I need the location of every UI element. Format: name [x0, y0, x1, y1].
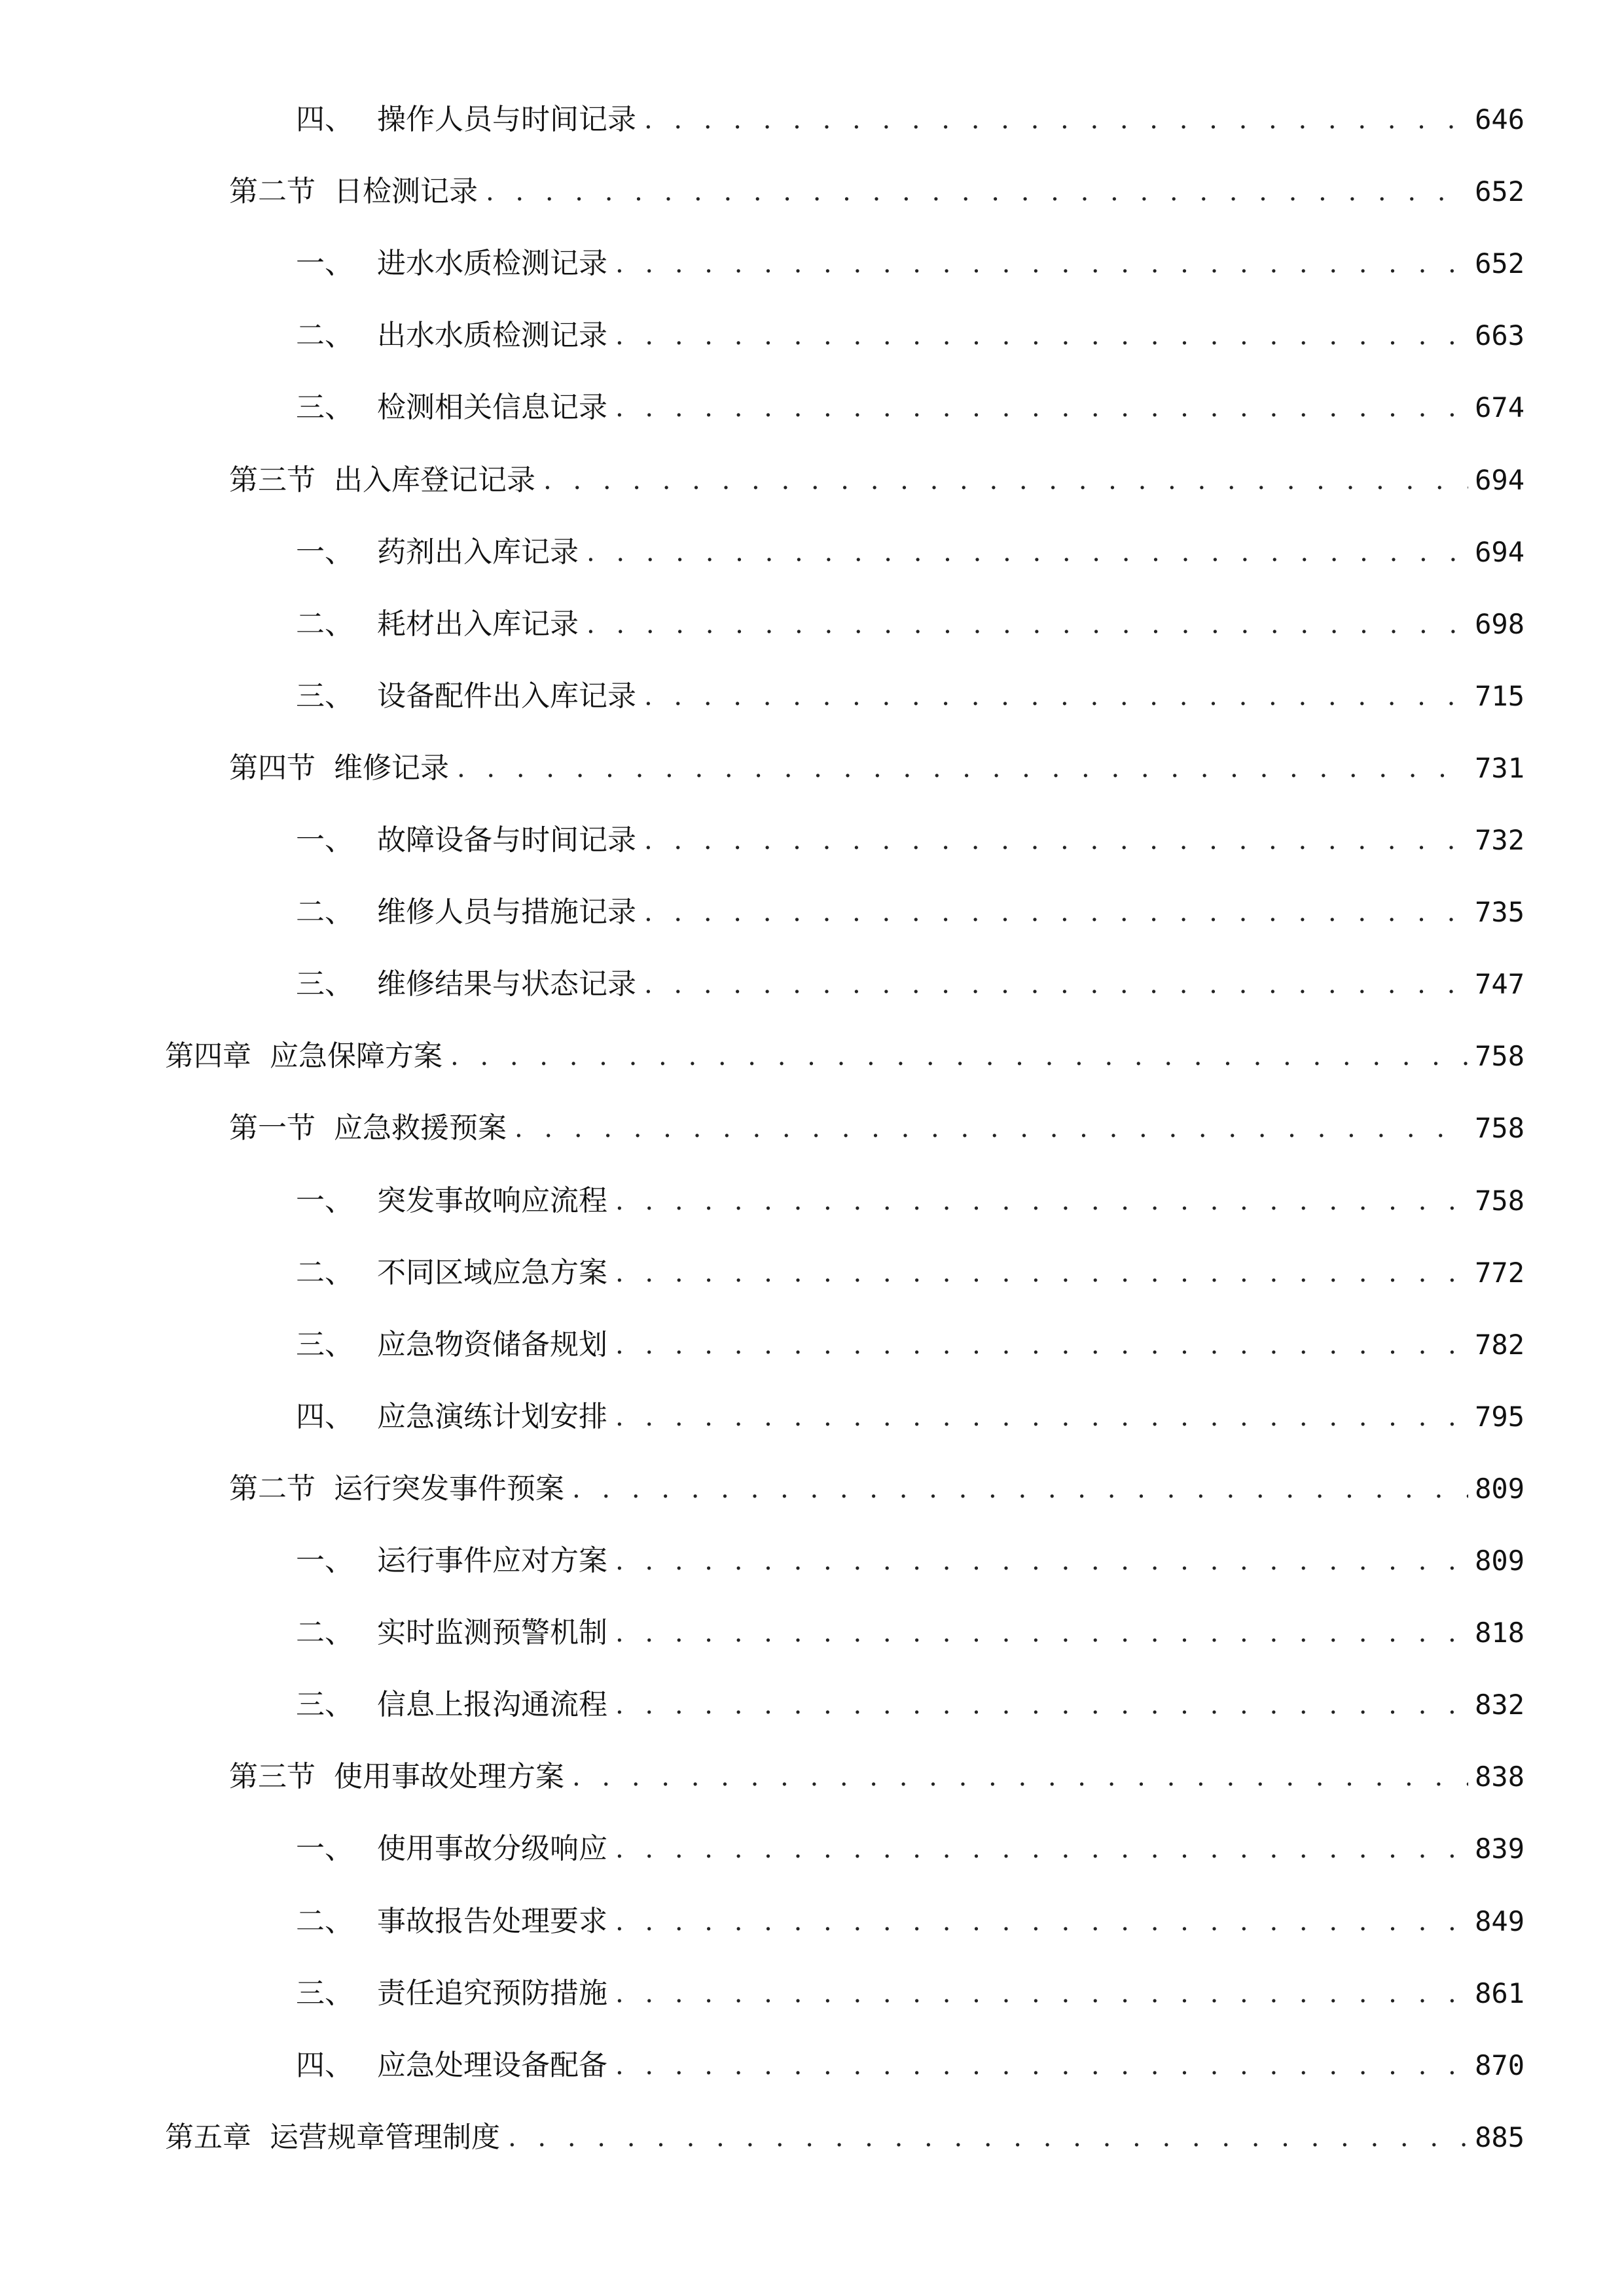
toc-entry-section[interactable] [229, 1466, 1525, 1512]
toc-entry-item[interactable] [296, 1178, 1525, 1224]
toc-entry-number: 二、 [296, 319, 353, 352]
toc-entry-number: 第二节 [229, 175, 316, 208]
toc-entry-page-number: 832 [1475, 1689, 1525, 1721]
toc-entry-item[interactable] [296, 1826, 1525, 1872]
toc-entry-page-number: 758 [1475, 1112, 1525, 1144]
toc-entry-number: 第三节 [229, 463, 316, 497]
toc-entry-number: 二、 [296, 895, 353, 929]
dot-leader [457, 745, 1468, 791]
toc-entry-title: 突发事故响应流程 [377, 1184, 607, 1217]
toc-entry-page-number: 694 [1475, 464, 1525, 496]
dot-leader [615, 1610, 1468, 1656]
toc-entry-page-number: 885 [1475, 2121, 1525, 2153]
toc-entry-page-number: 782 [1475, 1329, 1525, 1361]
toc-entry-title: 运行事件应对方案 [377, 1544, 607, 1577]
toc-entry-title: 应急演练计划安排 [377, 1400, 607, 1433]
toc-entry-title: 不同区域应急方案 [377, 1256, 607, 1289]
toc-entry-item[interactable] [296, 673, 1525, 719]
toc-entry-title: 使用事故处理方案 [334, 1760, 564, 1793]
toc-entry-title: 运行突发事件预案 [334, 1472, 564, 1505]
dot-leader [615, 1826, 1468, 1872]
toc-entry-title: 出入库登记记录 [334, 463, 535, 497]
dot-leader [508, 2115, 1468, 2161]
toc-entry-item[interactable] [296, 1394, 1525, 1440]
toc-entry-section[interactable] [229, 169, 1525, 215]
dot-leader [615, 1394, 1468, 1440]
dot-leader [514, 1105, 1468, 1151]
toc-entry-section[interactable] [229, 457, 1525, 503]
toc-entry-item[interactable] [296, 2043, 1525, 2089]
toc-entry-page-number: 731 [1475, 752, 1525, 784]
toc-entry-page-number: 839 [1475, 1833, 1525, 1865]
dot-leader [615, 313, 1468, 359]
toc-entry-section[interactable] [229, 745, 1525, 791]
dot-leader [486, 169, 1468, 215]
toc-entry-number: 二、 [296, 607, 353, 641]
toc-entry-item[interactable] [296, 313, 1525, 359]
toc-entry-item[interactable] [296, 1250, 1525, 1296]
toc-entry-title: 使用事故分级响应 [377, 1832, 607, 1865]
toc-entry-number: 一、 [296, 1832, 353, 1865]
toc-entry-title: 应急救援预案 [334, 1111, 507, 1145]
toc-entry-number: 一、 [296, 1544, 353, 1577]
toc-entry-title: 耗材出入库记录 [377, 607, 579, 641]
dot-leader [615, 241, 1468, 287]
toc-entry-page-number: 652 [1475, 175, 1525, 207]
toc-entry-title: 应急物资储备规划 [377, 1328, 607, 1361]
toc-entry-item[interactable] [296, 601, 1525, 647]
toc-entry-title: 日检测记录 [334, 175, 478, 208]
toc-entry-page-number: 795 [1475, 1401, 1525, 1433]
toc-entry-page-number: 870 [1475, 2049, 1525, 2081]
toc-entry-item[interactable] [296, 1538, 1525, 1584]
toc-entry-number: 第四章 [165, 1039, 251, 1073]
toc-entry-page-number: 735 [1475, 896, 1525, 928]
toc-entry-title: 操作人员与时间记录 [377, 103, 636, 136]
toc-entry-title: 维修记录 [334, 751, 449, 785]
dot-leader [543, 457, 1468, 503]
toc-entry-page-number: 646 [1475, 103, 1525, 135]
dot-leader [615, 2043, 1468, 2089]
dot-leader [615, 1899, 1468, 1945]
toc-entry-number: 四、 [296, 103, 353, 136]
toc-entry-number: 三、 [296, 1328, 353, 1361]
toc-entry-item[interactable] [296, 97, 1525, 143]
toc-entry-item[interactable] [296, 1322, 1525, 1368]
toc-entry-number: 三、 [296, 391, 353, 424]
dot-leader [615, 1971, 1468, 2017]
dot-leader [644, 817, 1468, 863]
toc-entry-page-number: 849 [1475, 1905, 1525, 1937]
dot-leader [615, 1250, 1468, 1296]
toc-entry-number: 三、 [296, 1688, 353, 1721]
dot-leader [572, 1754, 1468, 1800]
toc-entry-title: 检测相关信息记录 [377, 391, 607, 424]
dot-leader [615, 1538, 1468, 1584]
toc-entry-page-number: 694 [1475, 536, 1525, 568]
toc-entry-page-number: 758 [1475, 1185, 1525, 1217]
toc-entry-item[interactable] [296, 1899, 1525, 1945]
toc-entry-title: 出水水质检测记录 [377, 319, 607, 352]
toc-entry-number: 一、 [296, 823, 353, 857]
toc-entry-number: 第四节 [229, 751, 316, 785]
dot-leader [586, 529, 1468, 575]
toc-entry-page-number: 715 [1475, 680, 1525, 712]
toc-entry-number: 第三节 [229, 1760, 316, 1793]
toc-entry-item[interactable] [296, 817, 1525, 863]
dot-leader [615, 1682, 1468, 1728]
toc-entry-number: 四、 [296, 2049, 353, 2082]
toc-entry-title: 责任追究预防措施 [377, 1977, 607, 2010]
toc-entry-item[interactable] [296, 1971, 1525, 2017]
toc-entry-number: 一、 [296, 247, 353, 280]
toc-entry-number: 二、 [296, 1616, 353, 1649]
toc-entry-title: 应急保障方案 [270, 1039, 442, 1073]
dot-leader [644, 961, 1468, 1007]
toc-entry-number: 三、 [296, 679, 353, 713]
toc-entry-number: 一、 [296, 535, 353, 569]
toc-entry-item[interactable] [296, 241, 1525, 287]
toc-entry-item[interactable] [296, 385, 1525, 431]
toc-entry-title: 运营规章管理制度 [270, 2121, 500, 2154]
dot-leader [615, 385, 1468, 431]
toc-entry-page-number: 772 [1475, 1257, 1525, 1289]
toc-entry-number: 第二节 [229, 1472, 316, 1505]
toc-entry-page-number: 809 [1475, 1545, 1525, 1577]
dot-leader [572, 1466, 1468, 1512]
toc-entry-item[interactable] [296, 1610, 1525, 1656]
toc-entry-section[interactable] [229, 1105, 1525, 1151]
toc-entry-item[interactable] [296, 961, 1525, 1007]
toc-entry-number: 第五章 [165, 2121, 251, 2154]
toc-entry-page-number: 652 [1475, 247, 1525, 279]
toc-entry-page-number: 838 [1475, 1761, 1525, 1793]
toc-entry-title: 故障设备与时间记录 [377, 823, 636, 857]
dot-leader [615, 1178, 1468, 1224]
toc-entry-chapter[interactable] [165, 2115, 1525, 2161]
dot-leader [450, 1033, 1468, 1079]
toc-entry-title: 维修人员与措施记录 [377, 895, 636, 929]
toc-entry-number: 三、 [296, 967, 353, 1001]
toc-entry-number: 二、 [296, 1905, 353, 1938]
dot-leader [586, 601, 1468, 647]
toc-entry-title: 药剂出入库记录 [377, 535, 579, 569]
toc-entry-page-number: 663 [1475, 319, 1525, 351]
toc-entry-page-number: 818 [1475, 1617, 1525, 1649]
dot-leader [644, 673, 1468, 719]
toc-entry-page-number: 758 [1475, 1040, 1525, 1072]
toc-entry-title: 进水水质检测记录 [377, 247, 607, 280]
toc-entry-number: 一、 [296, 1184, 353, 1217]
toc-entry-title: 实时监测预警机制 [377, 1616, 607, 1649]
dot-leader [615, 1322, 1468, 1368]
toc-entry-number: 四、 [296, 1400, 353, 1433]
toc-entry-page-number: 861 [1475, 1977, 1525, 2009]
toc-entry-title: 应急处理设备配备 [377, 2049, 607, 2082]
toc-entry-number: 二、 [296, 1256, 353, 1289]
toc-entry-page-number: 732 [1475, 824, 1525, 856]
toc-entry-page-number: 698 [1475, 608, 1525, 640]
toc-entry-number: 三、 [296, 1977, 353, 2010]
toc-entry-page-number: 674 [1475, 391, 1525, 423]
toc-entry-item[interactable] [296, 1682, 1525, 1728]
toc-entry-page-number: 747 [1475, 968, 1525, 1000]
toc-entry-title: 维修结果与状态记录 [377, 967, 636, 1001]
toc-entry-title: 信息上报沟通流程 [377, 1688, 607, 1721]
toc-entry-page-number: 809 [1475, 1473, 1525, 1505]
toc-entry-title: 设备配件出入库记录 [377, 679, 636, 713]
dot-leader [644, 97, 1468, 143]
toc-entry-item[interactable] [296, 889, 1525, 935]
toc-entry-number: 第一节 [229, 1111, 316, 1145]
toc-entry-item[interactable] [296, 529, 1525, 575]
toc-entry-title: 事故报告处理要求 [377, 1905, 607, 1938]
toc-entry-chapter[interactable] [165, 1033, 1525, 1079]
toc-entry-section[interactable] [229, 1754, 1525, 1800]
dot-leader [644, 889, 1468, 935]
